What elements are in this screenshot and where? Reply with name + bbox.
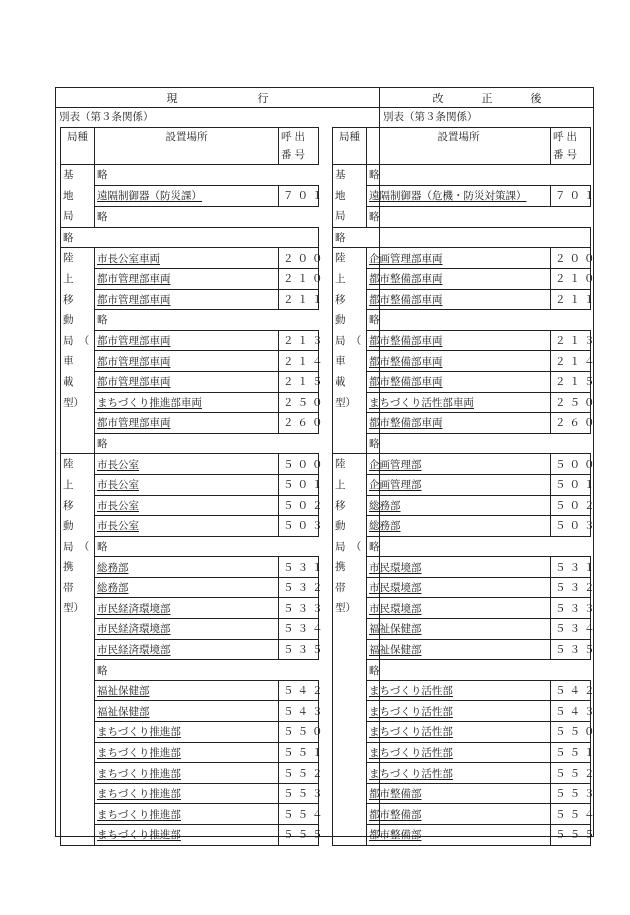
table-row — [333, 516, 591, 537]
omitted-marker: 略 — [367, 310, 591, 331]
table-row — [61, 413, 319, 434]
header-current — [56, 88, 379, 108]
install-location: 都市整備部 — [367, 804, 551, 825]
call-number: ５５２ — [279, 763, 319, 784]
col-header-place: 設置場所 — [367, 128, 551, 165]
install-location: 都市管理部車両 — [95, 413, 279, 434]
table-row — [61, 619, 319, 640]
station-kind-line: 基 地 — [335, 169, 356, 202]
table-row — [333, 619, 591, 640]
call-number: ２００ — [551, 248, 591, 269]
table-row — [61, 577, 319, 598]
install-location: 福祉保健部 — [367, 639, 551, 660]
table-row — [333, 227, 591, 248]
station-table — [332, 127, 599, 846]
install-location: 都市整備部車両 — [367, 330, 551, 351]
install-location: 都市整備部 — [367, 783, 551, 804]
station-kind-line: 基 地 — [63, 169, 84, 202]
install-location: 企画管理部車両 — [367, 248, 551, 269]
table-row — [61, 248, 319, 269]
install-location: 都市整備部車両 — [367, 371, 551, 392]
table-row — [61, 680, 319, 701]
station-kind-line: 局 （ — [335, 540, 362, 553]
table-row — [333, 351, 591, 372]
call-number: ５０２ — [279, 495, 319, 516]
call-number: ７０１ — [279, 185, 319, 206]
install-location: 総務部 — [95, 557, 279, 578]
station-kind-line: 陸 上 — [335, 252, 356, 285]
call-number: ５４２ — [551, 680, 591, 701]
install-location: まちづくり推進部 — [95, 804, 279, 825]
table-row — [333, 454, 591, 475]
header-revised-char-3: 後 — [530, 91, 542, 105]
table-row — [333, 413, 591, 434]
table-row — [333, 330, 591, 351]
col-header-kind: 局種 — [61, 128, 95, 165]
omitted-marker: 略 — [367, 660, 591, 681]
station-kind-line: 移 動 — [335, 499, 356, 533]
table-row — [333, 577, 591, 598]
table-row — [333, 557, 591, 578]
omitted-marker: 略 — [95, 433, 319, 454]
install-location: まちづくり推進部 — [95, 783, 279, 804]
install-location: 市民経済環境部 — [95, 619, 279, 640]
table-row — [333, 433, 591, 454]
omitted-marker: 略 — [367, 206, 591, 227]
table-current — [60, 127, 327, 846]
install-location: 市民環境部 — [367, 598, 551, 619]
install-location: まちづくり推進部 — [95, 742, 279, 763]
table-row — [333, 185, 591, 206]
table-row — [333, 206, 591, 227]
call-number: ２６０ — [551, 413, 591, 434]
call-number: ５３１ — [551, 557, 591, 578]
station-kind-cell — [61, 248, 95, 454]
call-number: ５５５ — [551, 825, 591, 846]
station-kind-line: 型） — [335, 602, 356, 615]
call-number: ２１５ — [551, 371, 591, 392]
table-row — [61, 454, 319, 475]
header-revised — [380, 88, 594, 108]
table-row — [61, 289, 319, 310]
table-row — [333, 248, 591, 269]
call-number: ５０３ — [551, 516, 591, 537]
call-number: ５３２ — [279, 577, 319, 598]
install-location: 都市整備部車両 — [367, 351, 551, 372]
table-row — [61, 722, 319, 743]
omitted-marker: 略 — [333, 227, 591, 248]
col-header-place: 設置場所 — [95, 128, 279, 165]
install-location: 市長公室 — [95, 495, 279, 516]
table-row — [333, 165, 591, 186]
call-number: ５３４ — [279, 619, 319, 640]
call-number: ２１３ — [551, 330, 591, 351]
call-number: ５３４ — [551, 619, 591, 640]
station-kind-line: 携 帯 — [335, 561, 356, 594]
call-number: ５０１ — [551, 474, 591, 495]
table-row — [333, 701, 591, 722]
omitted-marker: 略 — [95, 536, 319, 557]
omitted-marker: 略 — [95, 165, 319, 186]
call-number: ２５０ — [279, 392, 319, 413]
station-kind-cell — [333, 454, 367, 845]
install-location: まちづくり活性部車両 — [367, 392, 551, 413]
station-kind-line: 局 — [335, 210, 346, 223]
install-location: まちづくり推進部車両 — [95, 392, 279, 413]
omitted-marker: 略 — [61, 227, 319, 248]
call-number: ５０２ — [551, 495, 591, 516]
table-row — [61, 351, 319, 372]
call-number: ５５３ — [279, 783, 319, 804]
table-row — [61, 474, 319, 495]
install-location: まちづくり活性部 — [367, 742, 551, 763]
station-kind-cell — [61, 454, 95, 845]
comparison-table — [55, 87, 599, 842]
table-row — [333, 598, 591, 619]
install-location: 福祉保健部 — [95, 701, 279, 722]
station-kind-line: 陸 上 — [63, 252, 84, 285]
install-location: 福祉保健部 — [367, 619, 551, 640]
station-kind-line: 型） — [63, 396, 84, 409]
column-header-row — [61, 128, 319, 165]
col-header-call: 呼出番号 — [279, 128, 319, 165]
table-row — [61, 268, 319, 289]
table-row — [333, 660, 591, 681]
omitted-marker: 略 — [95, 660, 319, 681]
omitted-marker: 略 — [367, 433, 591, 454]
station-kind-line: 移 動 — [63, 293, 84, 327]
table-row — [333, 639, 591, 660]
install-location: 企画管理部 — [367, 474, 551, 495]
table-row — [61, 825, 319, 846]
table-row — [333, 680, 591, 701]
table-row — [333, 722, 591, 743]
install-location: 都市管理部車両 — [95, 330, 279, 351]
call-number: ５０３ — [279, 516, 319, 537]
install-location: 遠隔制御器（危機・防災対策課） — [367, 185, 551, 206]
call-number: ２１１ — [551, 289, 591, 310]
col-header-kind: 局種 — [333, 128, 367, 165]
install-location: 都市管理部車両 — [95, 351, 279, 372]
install-location: まちづくり推進部 — [95, 825, 279, 846]
table-row — [333, 392, 591, 413]
table-row — [61, 495, 319, 516]
station-kind-line: 陸 上 — [63, 458, 84, 491]
station-kind-line: 局 （ — [63, 540, 90, 553]
call-number: ５００ — [279, 454, 319, 475]
call-number: ５５１ — [551, 742, 591, 763]
table-row — [333, 495, 591, 516]
call-number: ５３３ — [551, 598, 591, 619]
caption-current: 別表（第３条関係） — [59, 111, 154, 123]
install-location: 市長公室車両 — [95, 248, 279, 269]
call-number: ５３５ — [551, 639, 591, 660]
table-row — [61, 557, 319, 578]
station-kind-line: 車 載 — [63, 355, 84, 388]
call-number: ２００ — [279, 248, 319, 269]
install-location: 都市管理部車両 — [95, 268, 279, 289]
install-location: まちづくり活性部 — [367, 680, 551, 701]
call-number: ２１０ — [279, 268, 319, 289]
table-row — [61, 516, 319, 537]
table-row — [333, 825, 591, 846]
omitted-marker: 略 — [367, 536, 591, 557]
omitted-marker: 略 — [367, 165, 591, 186]
table-revised — [332, 127, 599, 846]
install-location: まちづくり推進部 — [95, 722, 279, 743]
call-number: ５４３ — [551, 701, 591, 722]
table-row — [61, 433, 319, 454]
call-number: ２１３ — [279, 330, 319, 351]
install-location: 市長公室 — [95, 516, 279, 537]
table-row — [61, 330, 319, 351]
col-header-call: 呼出番号 — [551, 128, 591, 165]
table-row — [61, 392, 319, 413]
header-current-char-2: 行 — [257, 91, 269, 105]
install-location: 都市管理部車両 — [95, 371, 279, 392]
call-number: ５５０ — [551, 722, 591, 743]
install-location: 総務部 — [367, 516, 551, 537]
station-kind-line: 局 （ — [63, 334, 90, 347]
table-row — [333, 371, 591, 392]
table-row — [61, 165, 319, 186]
station-kind-line: 型） — [63, 602, 84, 615]
table-row — [61, 804, 319, 825]
call-number: ５５４ — [551, 804, 591, 825]
call-number: ５５０ — [279, 722, 319, 743]
table-row — [333, 268, 591, 289]
install-location: 市民環境部 — [367, 577, 551, 598]
station-kind-cell — [333, 248, 367, 454]
call-number: ２１４ — [279, 351, 319, 372]
install-location: 市民経済環境部 — [95, 598, 279, 619]
call-number: ２１１ — [279, 289, 319, 310]
call-number: ５３３ — [279, 598, 319, 619]
table-row — [61, 639, 319, 660]
table-row — [61, 185, 319, 206]
station-kind-line: 携 帯 — [63, 561, 84, 594]
table-row — [333, 474, 591, 495]
station-kind-line: 型） — [335, 396, 356, 409]
install-location: 企画管理部 — [367, 454, 551, 475]
call-number: ５４３ — [279, 701, 319, 722]
install-location: 都市整備部車両 — [367, 268, 551, 289]
table-row — [61, 742, 319, 763]
call-number: ５３５ — [279, 639, 319, 660]
station-kind-line: 局 （ — [335, 334, 362, 347]
station-kind-line: 陸 上 — [335, 458, 356, 491]
table-row — [333, 536, 591, 557]
station-kind-line: 車 載 — [335, 355, 356, 388]
call-number: ５００ — [551, 454, 591, 475]
table-row — [333, 742, 591, 763]
table-row — [61, 660, 319, 681]
install-location: 都市管理部車両 — [95, 289, 279, 310]
table-row — [333, 310, 591, 331]
install-location: 総務部 — [95, 577, 279, 598]
call-number: ２１５ — [279, 371, 319, 392]
table-row — [61, 701, 319, 722]
call-number: ７０１ — [551, 185, 591, 206]
call-number: ５３１ — [279, 557, 319, 578]
table-row — [61, 763, 319, 784]
header-revised-char-1: 改 — [432, 91, 444, 105]
table-row — [333, 289, 591, 310]
call-number: ２１４ — [551, 351, 591, 372]
table-row — [333, 783, 591, 804]
station-kind-cell — [333, 165, 367, 228]
install-location: 市長公室 — [95, 454, 279, 475]
call-number: ５５３ — [551, 783, 591, 804]
station-kind-line: 局 — [63, 210, 74, 223]
station-kind-line: 移 動 — [335, 293, 356, 327]
table-row — [61, 227, 319, 248]
call-number: ２１０ — [551, 268, 591, 289]
call-number: ２６０ — [279, 413, 319, 434]
station-kind-line: 移 動 — [63, 499, 84, 533]
install-location: 市民経済環境部 — [95, 639, 279, 660]
install-location: まちづくり活性部 — [367, 701, 551, 722]
header-revised-char-2: 正 — [481, 91, 493, 105]
table-row — [333, 804, 591, 825]
caption-revised: 別表（第３条関係） — [383, 111, 478, 123]
call-number: ５５４ — [279, 804, 319, 825]
table-row — [333, 763, 591, 784]
table-row — [61, 536, 319, 557]
column-header-row — [333, 128, 591, 165]
install-location: 福祉保健部 — [95, 680, 279, 701]
table-row — [61, 371, 319, 392]
install-location: 遠隔制御器（防災課） — [95, 185, 279, 206]
install-location: 市民環境部 — [367, 557, 551, 578]
install-location: 市長公室 — [95, 474, 279, 495]
install-location: 都市整備部 — [367, 825, 551, 846]
install-location: 総務部 — [367, 495, 551, 516]
omitted-marker: 略 — [95, 310, 319, 331]
station-kind-cell — [61, 165, 95, 228]
install-location: 都市整備部車両 — [367, 289, 551, 310]
header-current-char-1: 現 — [166, 91, 178, 105]
table-row — [61, 783, 319, 804]
table-row — [61, 206, 319, 227]
install-location: まちづくり推進部 — [95, 763, 279, 784]
station-table — [60, 127, 327, 846]
call-number: ５５１ — [279, 742, 319, 763]
call-number: ５３２ — [551, 577, 591, 598]
table-row — [61, 598, 319, 619]
call-number: ５５５ — [279, 825, 319, 846]
install-location: 都市整備部車両 — [367, 413, 551, 434]
install-location: まちづくり活性部 — [367, 763, 551, 784]
call-number: ２５０ — [551, 392, 591, 413]
table-row — [61, 310, 319, 331]
call-number: ５５２ — [551, 763, 591, 784]
omitted-marker: 略 — [95, 206, 319, 227]
install-location: まちづくり活性部 — [367, 722, 551, 743]
call-number: ５４２ — [279, 680, 319, 701]
call-number: ５０１ — [279, 474, 319, 495]
